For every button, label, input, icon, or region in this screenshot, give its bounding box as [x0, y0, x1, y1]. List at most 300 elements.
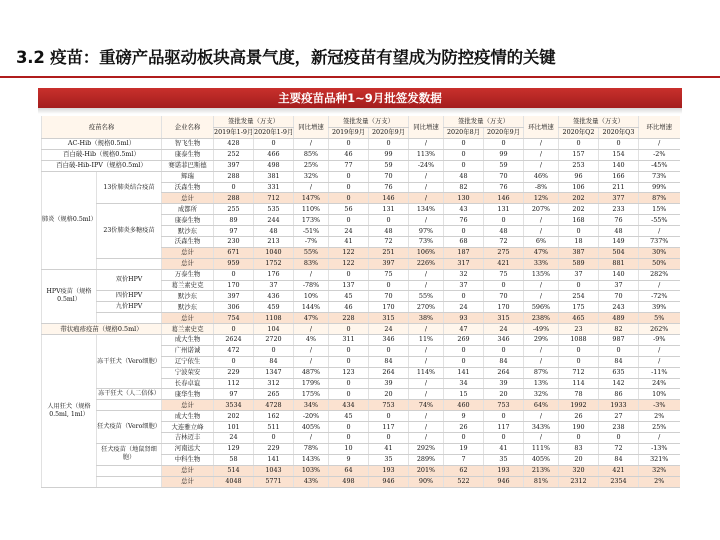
value-cell: 292% — [409, 443, 444, 454]
value-cell: 141 — [444, 367, 484, 378]
group-name: 肺炎（规格0.5ml） — [42, 171, 97, 269]
value-cell: 122 — [329, 247, 369, 258]
value-cell: / — [294, 433, 329, 444]
company-cell: 赛诺菲巴斯德 — [162, 160, 214, 171]
table-row — [42, 443, 680, 454]
value-cell: / — [409, 324, 444, 335]
value-cell: 48 — [444, 171, 484, 182]
value-cell: 596% — [524, 302, 559, 313]
value-cell: 77 — [329, 160, 369, 171]
value-cell: 24% — [639, 378, 680, 389]
group-name: 人用狂犬（规格0.5ml, 1ml） — [42, 335, 97, 487]
value-cell: 207% — [524, 204, 559, 215]
value-cell: -55% — [639, 215, 680, 226]
value-cell: 753 — [484, 400, 524, 411]
subgroup-name: 九价HPV — [97, 302, 162, 313]
company-cell: 葛兰素史克 — [162, 280, 214, 291]
value-cell: 64% — [524, 400, 559, 411]
page-title: 3.2 疫苗：重磅产品驱动板块高景气度，新冠疫苗有望成为防控疫情的关键 — [16, 48, 556, 67]
value-cell: 46 — [329, 302, 369, 313]
value-cell: 421 — [484, 258, 524, 269]
value-cell: 270% — [409, 302, 444, 313]
value-cell: 11% — [409, 335, 444, 346]
group-name: HPV疫苗（规格0.5ml） — [42, 269, 97, 323]
banner-shadow — [38, 108, 682, 114]
value-cell: 3534 — [214, 400, 254, 411]
value-cell: 753 — [369, 400, 409, 411]
value-cell: 252 — [214, 149, 254, 160]
value-cell: 5% — [639, 313, 680, 324]
value-cell: 106 — [559, 182, 599, 193]
value-cell: 84 — [254, 356, 294, 367]
value-cell: 2720 — [254, 335, 294, 346]
value-cell: 712 — [254, 193, 294, 204]
value-cell: / — [524, 149, 559, 160]
value-cell: 33% — [524, 258, 559, 269]
value-cell: / — [639, 345, 680, 356]
value-cell: / — [524, 139, 559, 150]
value-cell: 262% — [639, 324, 680, 335]
value-cell: 149 — [599, 237, 639, 248]
value-cell: 6% — [524, 237, 559, 248]
value-cell: 131 — [369, 204, 409, 215]
group-name: 百白破-Hib（规格0.5ml） — [42, 149, 162, 160]
value-cell: 0 — [369, 280, 409, 291]
col-mom-1: 环比增速 — [524, 116, 559, 139]
value-cell: 535 — [254, 204, 294, 215]
value-cell: 0 — [329, 193, 369, 204]
value-cell: 46% — [524, 171, 559, 182]
value-cell: / — [409, 215, 444, 226]
value-cell: -8% — [524, 182, 559, 193]
value-cell: 168 — [559, 215, 599, 226]
value-cell: 434 — [329, 400, 369, 411]
value-cell: 0 — [599, 139, 639, 150]
value-cell: 59 — [484, 160, 524, 171]
value-cell: 50% — [639, 258, 680, 269]
value-cell: 1752 — [254, 258, 294, 269]
value-cell: 141 — [254, 454, 294, 465]
value-cell: 0 — [369, 139, 409, 150]
value-cell: 146 — [369, 193, 409, 204]
col-product: 疫苗名称 — [42, 116, 162, 139]
value-cell: / — [409, 378, 444, 389]
col-2019-9: 2019年9月 — [329, 127, 369, 139]
value-cell: 82 — [444, 182, 484, 193]
value-cell: / — [639, 226, 680, 237]
col-2020-9: 2020年9月 — [369, 127, 409, 139]
company-cell: 康华生物 — [162, 389, 214, 400]
value-cell: 5771 — [254, 476, 294, 487]
group-name: AC-Hib（规格0.5ml） — [42, 139, 162, 150]
value-cell: 226% — [409, 258, 444, 269]
blank-cell — [97, 400, 162, 411]
value-cell: / — [639, 356, 680, 367]
value-cell: 101 — [214, 422, 254, 433]
value-cell: 35 — [369, 454, 409, 465]
value-cell: 0 — [214, 324, 254, 335]
value-cell: 26 — [559, 411, 599, 422]
value-cell: 0 — [329, 378, 369, 389]
value-cell: 213 — [254, 237, 294, 248]
value-cell: 75 — [369, 269, 409, 280]
value-cell: / — [294, 324, 329, 335]
blank-cell — [97, 313, 162, 324]
value-cell: 2312 — [559, 476, 599, 487]
value-cell: 397 — [214, 160, 254, 171]
value-cell: 0 — [484, 139, 524, 150]
value-cell: 0 — [329, 215, 369, 226]
company-cell: 总计 — [162, 313, 214, 324]
value-cell: 70 — [484, 171, 524, 182]
value-cell: 45 — [329, 411, 369, 422]
table-row — [42, 302, 680, 313]
value-cell: 7 — [444, 454, 484, 465]
value-cell: 37 — [444, 280, 484, 291]
value-cell: 377 — [599, 193, 639, 204]
value-cell: 265 — [254, 389, 294, 400]
value-cell: / — [524, 280, 559, 291]
value-cell: 255 — [214, 204, 254, 215]
value-cell: -45% — [639, 160, 680, 171]
value-cell: 229 — [254, 443, 294, 454]
value-cell: 0 — [484, 345, 524, 356]
value-cell: 47 — [444, 324, 484, 335]
company-cell: 总计 — [162, 400, 214, 411]
value-cell: / — [294, 269, 329, 280]
value-cell: 19 — [444, 443, 484, 454]
company-cell: 河南远大 — [162, 443, 214, 454]
value-cell: 137 — [329, 280, 369, 291]
company-cell: 宁波荣安 — [162, 367, 214, 378]
value-cell: 70 — [484, 291, 524, 302]
value-cell: 74% — [409, 400, 444, 411]
value-cell: 0 — [369, 215, 409, 226]
value-cell: 114% — [409, 367, 444, 378]
value-cell: 97% — [409, 226, 444, 237]
col-company: 企业名称 — [162, 116, 214, 139]
value-cell: 134% — [409, 204, 444, 215]
value-cell: 103% — [294, 465, 329, 476]
value-cell: 48 — [599, 226, 639, 237]
value-cell: 86 — [599, 389, 639, 400]
value-cell: 522 — [444, 476, 484, 487]
value-cell: 211 — [599, 182, 639, 193]
value-cell: 0 — [559, 139, 599, 150]
value-cell: 243 — [599, 302, 639, 313]
company-cell: 葛兰素史克 — [162, 324, 214, 335]
value-cell: 0 — [484, 215, 524, 226]
value-cell: 0 — [329, 422, 369, 433]
table-row — [42, 335, 680, 346]
value-cell: 4728 — [254, 400, 294, 411]
value-cell: 73% — [409, 237, 444, 248]
value-cell: 35 — [484, 454, 524, 465]
value-cell: 737% — [639, 237, 680, 248]
value-cell: 104 — [254, 324, 294, 335]
value-cell: / — [639, 280, 680, 291]
value-cell: 0 — [214, 356, 254, 367]
value-cell: / — [409, 433, 444, 444]
value-cell: 946 — [484, 476, 524, 487]
value-cell: 0 — [329, 389, 369, 400]
value-cell: 436 — [254, 291, 294, 302]
value-cell: 89 — [214, 215, 254, 226]
value-cell: 306 — [214, 302, 254, 313]
value-cell: / — [524, 356, 559, 367]
value-cell: 76 — [599, 215, 639, 226]
value-cell: 0 — [254, 433, 294, 444]
value-cell: 1347 — [254, 367, 294, 378]
blank-cell — [97, 476, 162, 487]
value-cell: / — [409, 171, 444, 182]
value-cell: 34 — [444, 378, 484, 389]
title-underline — [0, 76, 720, 78]
value-cell: 27 — [599, 411, 639, 422]
value-cell: 671 — [214, 247, 254, 258]
value-cell: 213% — [524, 465, 559, 476]
value-cell: -20% — [294, 411, 329, 422]
company-cell: 总计 — [162, 193, 214, 204]
value-cell: 315 — [369, 313, 409, 324]
company-cell: 总计 — [162, 465, 214, 476]
value-cell: 312 — [254, 378, 294, 389]
value-cell: 110% — [294, 204, 329, 215]
company-cell: 辽宁依生 — [162, 356, 214, 367]
value-cell: 142 — [599, 378, 639, 389]
value-cell: 193 — [484, 465, 524, 476]
company-cell: 总计 — [162, 247, 214, 258]
value-cell: 70 — [369, 291, 409, 302]
value-cell: -51% — [294, 226, 329, 237]
col-group-3: 签批发量（万支） — [444, 116, 524, 127]
value-cell: 10% — [639, 389, 680, 400]
value-cell: 43 — [444, 204, 484, 215]
value-cell: 130 — [444, 193, 484, 204]
value-cell: 4% — [294, 335, 329, 346]
value-cell: 68 — [444, 237, 484, 248]
subgroup-name: 狂犬疫苗（地鼠肾细胞） — [97, 443, 162, 465]
value-cell: 37 — [254, 280, 294, 291]
value-cell: 45 — [329, 291, 369, 302]
value-cell: 24 — [329, 226, 369, 237]
value-cell: 421 — [599, 465, 639, 476]
value-cell: -24% — [409, 160, 444, 171]
value-cell: 230 — [214, 237, 254, 248]
subgroup-name: 23价肺炎多糖疫苗 — [97, 204, 162, 258]
company-cell: 成大生物 — [162, 411, 214, 422]
value-cell: 81% — [524, 476, 559, 487]
value-cell: 0 — [329, 345, 369, 356]
value-cell: -78% — [294, 280, 329, 291]
value-cell: 0 — [329, 139, 369, 150]
value-cell: 73% — [639, 171, 680, 182]
value-cell: 253 — [559, 160, 599, 171]
value-cell: / — [409, 269, 444, 280]
value-cell: 25% — [294, 160, 329, 171]
value-cell: 0 — [329, 171, 369, 182]
value-cell: 24 — [369, 324, 409, 335]
value-cell: 43% — [294, 476, 329, 487]
subgroup-name: 四价HPV — [97, 291, 162, 302]
value-cell: 20 — [559, 454, 599, 465]
value-cell: 233 — [599, 204, 639, 215]
col-group-1: 签批发量（万支） — [214, 116, 294, 127]
value-cell: 97 — [214, 226, 254, 237]
value-cell: 176 — [254, 269, 294, 280]
value-cell: 0 — [369, 433, 409, 444]
value-cell: 754 — [214, 313, 254, 324]
value-cell: 2624 — [214, 335, 254, 346]
value-cell: 97 — [214, 389, 254, 400]
value-cell: 321% — [639, 454, 680, 465]
value-cell: -7% — [294, 237, 329, 248]
table-row — [42, 291, 680, 302]
value-cell: 381 — [254, 171, 294, 182]
value-cell: 37 — [559, 269, 599, 280]
value-cell: 288 — [214, 193, 254, 204]
value-cell: 143% — [294, 454, 329, 465]
value-cell: / — [639, 433, 680, 444]
value-cell: 48 — [254, 226, 294, 237]
value-cell: 264 — [369, 367, 409, 378]
blank-cell — [97, 258, 162, 269]
value-cell: 514 — [214, 465, 254, 476]
value-cell: 32% — [639, 465, 680, 476]
value-cell: / — [409, 422, 444, 433]
value-cell: 0 — [559, 226, 599, 237]
value-cell: 317 — [444, 258, 484, 269]
table-row — [42, 324, 680, 335]
col-2020-q3: 2020年Q3 — [599, 127, 639, 139]
value-cell: 254 — [559, 291, 599, 302]
value-cell: 10% — [294, 291, 329, 302]
value-cell: 58 — [214, 454, 254, 465]
value-cell: 24 — [444, 302, 484, 313]
value-cell: 76 — [444, 215, 484, 226]
value-cell: 140 — [599, 269, 639, 280]
value-cell: 0 — [599, 433, 639, 444]
value-cell: 1088 — [559, 335, 599, 346]
blank-cell — [97, 465, 162, 476]
value-cell: 320 — [559, 465, 599, 476]
value-cell: / — [639, 139, 680, 150]
value-cell: 0 — [444, 139, 484, 150]
value-cell: -3% — [639, 400, 680, 411]
value-cell: 32% — [524, 389, 559, 400]
value-cell: 90% — [409, 476, 444, 487]
col-2020-1-9: 2020年1-9月 — [254, 127, 294, 139]
value-cell: 20 — [369, 389, 409, 400]
value-cell: / — [409, 182, 444, 193]
company-cell: 成大生物 — [162, 335, 214, 346]
value-cell: 0 — [444, 345, 484, 356]
value-cell: 0 — [214, 182, 254, 193]
group-name: 带状疱疹疫苗（规格0.5ml） — [42, 324, 162, 335]
value-cell: 175% — [294, 389, 329, 400]
value-cell: 229 — [214, 367, 254, 378]
value-cell: 84 — [599, 454, 639, 465]
value-cell: 397 — [214, 291, 254, 302]
value-cell: 93 — [444, 313, 484, 324]
company-cell: 大连雅立峰 — [162, 422, 214, 433]
value-cell: 0 — [559, 345, 599, 356]
value-cell: 459 — [254, 302, 294, 313]
value-cell: 175 — [559, 302, 599, 313]
value-cell: 72 — [599, 443, 639, 454]
value-cell: 288 — [214, 171, 254, 182]
value-cell: 173% — [294, 215, 329, 226]
value-cell: 39 — [369, 378, 409, 389]
value-cell: 465 — [559, 313, 599, 324]
value-cell: 78% — [294, 443, 329, 454]
value-cell: 712 — [559, 367, 599, 378]
col-2020-q2: 2020年Q2 — [559, 127, 599, 139]
col-2020-9b: 2020年9月 — [484, 127, 524, 139]
value-cell: / — [524, 433, 559, 444]
value-cell: 76 — [369, 182, 409, 193]
value-cell: 504 — [599, 247, 639, 258]
value-cell: 0 — [444, 160, 484, 171]
value-cell: 202 — [559, 193, 599, 204]
company-cell: 辉瑞 — [162, 171, 214, 182]
value-cell: / — [524, 160, 559, 171]
value-cell: 2% — [639, 476, 680, 487]
value-cell: 0 — [484, 433, 524, 444]
value-cell: 70 — [599, 291, 639, 302]
value-cell: 29% — [524, 335, 559, 346]
value-cell: 18 — [559, 237, 599, 248]
vaccine-batch-table — [41, 116, 680, 488]
value-cell: 117 — [369, 422, 409, 433]
table-row — [42, 204, 680, 215]
subgroup-name: 狂犬疫苗（Vero细胞） — [97, 411, 162, 444]
value-cell: / — [294, 345, 329, 356]
value-cell: 99 — [369, 149, 409, 160]
col-2020-8: 2020年8月 — [444, 127, 484, 139]
value-cell: 85% — [294, 149, 329, 160]
value-cell: -72% — [639, 291, 680, 302]
company-cell: 默沙东 — [162, 291, 214, 302]
value-cell: 84 — [484, 356, 524, 367]
value-cell: 343% — [524, 422, 559, 433]
value-cell: 13% — [524, 378, 559, 389]
value-cell: 0 — [369, 411, 409, 422]
value-cell: 511 — [254, 422, 294, 433]
value-cell: 311 — [329, 335, 369, 346]
value-cell: -2% — [639, 149, 680, 160]
company-cell: 中科生物 — [162, 454, 214, 465]
value-cell: 96 — [559, 171, 599, 182]
value-cell: 140 — [599, 160, 639, 171]
value-cell: 187 — [444, 247, 484, 258]
value-cell: / — [294, 356, 329, 367]
value-cell: 154 — [599, 149, 639, 160]
value-cell: 0 — [254, 345, 294, 356]
value-cell: 84 — [369, 356, 409, 367]
value-cell: 179% — [294, 378, 329, 389]
value-cell: 202 — [559, 204, 599, 215]
value-cell: 946 — [369, 476, 409, 487]
subgroup-name: 冻干狂犬（人二倍体） — [97, 389, 162, 400]
value-cell: 78 — [559, 389, 599, 400]
value-cell: 47% — [294, 313, 329, 324]
value-cell: 41 — [329, 237, 369, 248]
value-cell: 635 — [599, 367, 639, 378]
value-cell: 62 — [444, 465, 484, 476]
value-cell: 489 — [599, 313, 639, 324]
company-cell: 吉林迈丰 — [162, 433, 214, 444]
